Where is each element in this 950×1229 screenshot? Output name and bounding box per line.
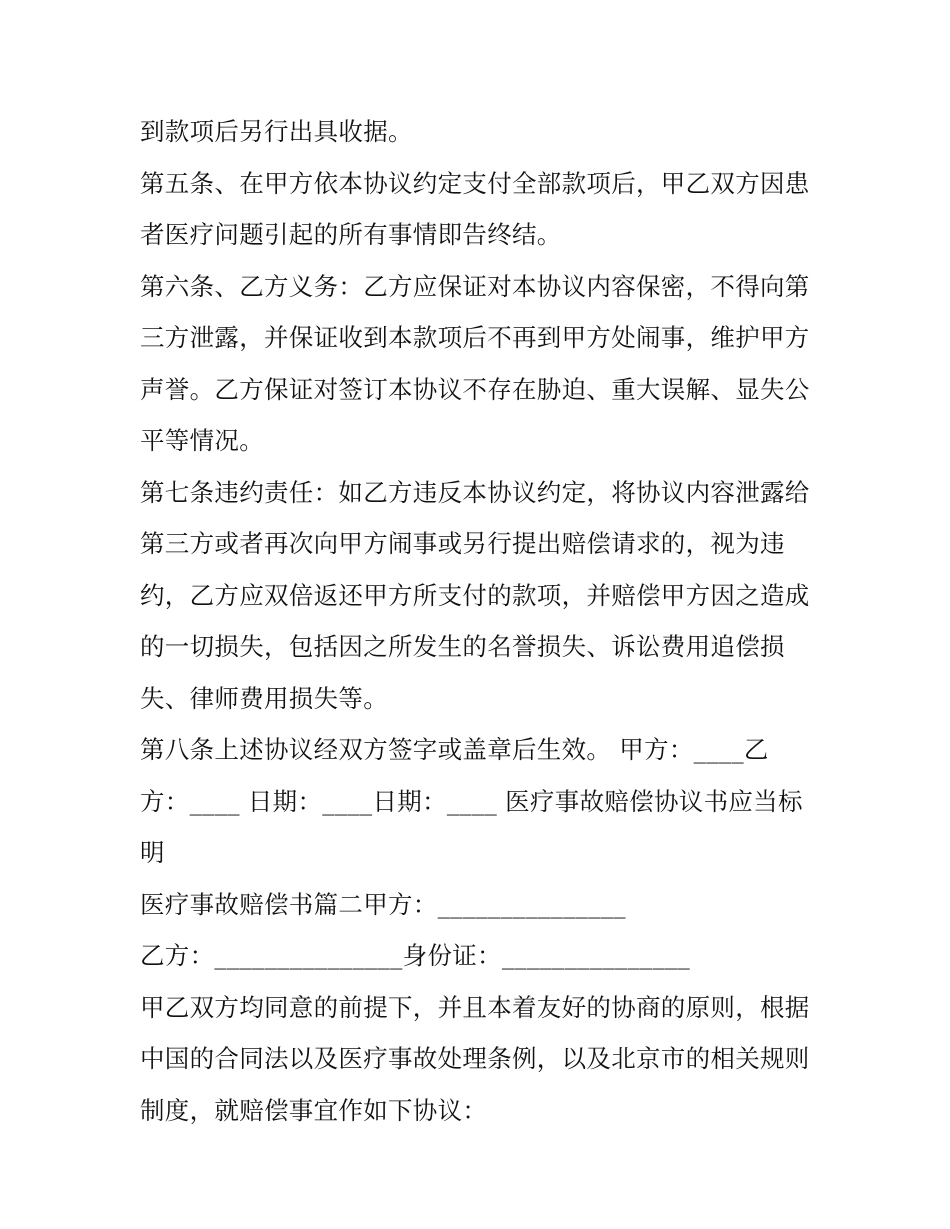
- body-line-2: 第五条、在甲方依本协议约定支付全部款项后，甲乙双方因患: [140, 168, 810, 198]
- body-line-12: 失、律师费用损失等。: [140, 683, 388, 713]
- body-line-17: 乙方：_______________身份证：_______________: [140, 941, 691, 970]
- document-body: [140, 106, 820, 1136]
- body-line-13: 第八条上述协议经双方签字或盖章后生效。 甲方：____乙: [140, 735, 769, 764]
- body-line-8: 第七条违约责任：如乙方违反本协议约定，将协议内容泄露给: [140, 477, 810, 507]
- body-line-7: 平等情况。: [140, 426, 264, 455]
- body-line-1: 到款项后另行出具收据。: [140, 117, 413, 146]
- body-line-3: 者医疗问题引起的所有事情即告终结。: [140, 220, 562, 249]
- body-line-10: 约，乙方应双倍返还甲方所支付的款项，并赔偿甲方因之造成: [140, 580, 810, 610]
- body-line-5: 三方泄露，并保证收到本款项后不再到甲方处闹事，维护甲方: [140, 323, 810, 352]
- body-line-4: 第六条、乙方义务：乙方应保证对本协议内容保密，不得向第: [140, 271, 810, 301]
- body-line-20: 制度，就赔偿事宜作如下协议：: [140, 1095, 488, 1125]
- body-line-14: 方：____ 日期：____日期：____ 医疗事故赔偿协议书应当标: [140, 786, 803, 816]
- body-line-16: 医疗事故赔偿书篇二甲方：_______________: [140, 889, 626, 919]
- body-line-9: 第三方或者再次向甲方闹事或另行提出赔偿请求的，视为违: [140, 529, 785, 558]
- body-line-19: 中国的合同法以及医疗事故处理条例，以及北京市的相关规则: [140, 1044, 810, 1073]
- body-line-15: 明: [140, 838, 165, 867]
- body-line-18: 甲乙双方均同意的前提下，并且本着友好的协商的原则，根据: [140, 992, 810, 1022]
- body-line-6: 声誉。乙方保证对签订本协议不存在胁迫、重大误解、显失公: [140, 374, 810, 404]
- body-line-11: 的一切损失，包括因之所发生的名誉损失、诉讼费用追偿损: [140, 632, 785, 661]
